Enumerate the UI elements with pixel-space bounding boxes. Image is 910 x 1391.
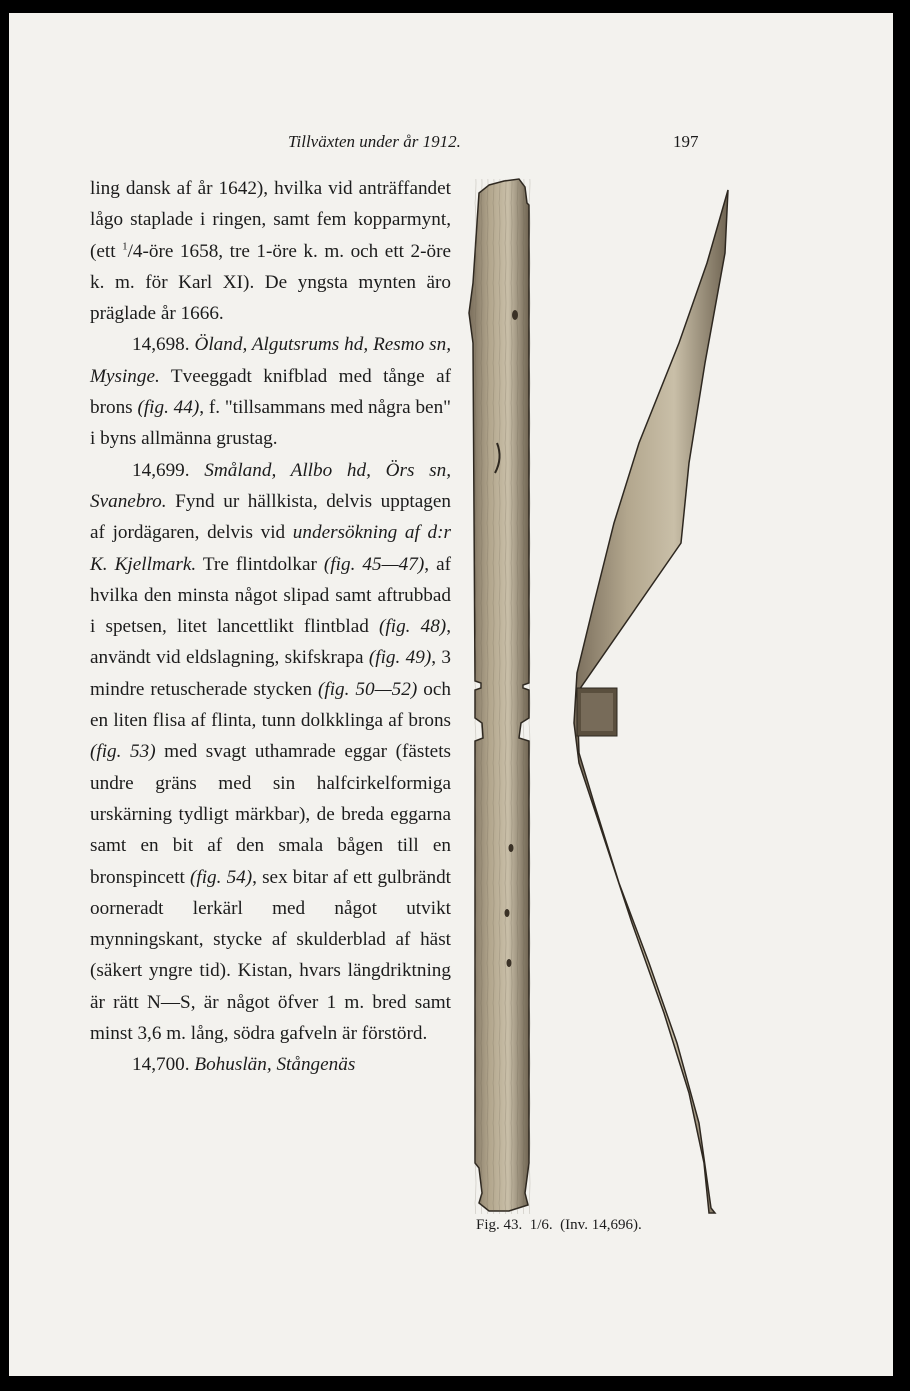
superscript: 1: [122, 240, 128, 253]
figure-reference: (fig. 49): [368, 647, 432, 669]
figure-reference: (fig. 50—52): [317, 678, 418, 700]
inventory-number: 14,699.: [132, 459, 205, 481]
page-header: [9, 132, 893, 156]
find-location: Bohuslän, Stångenäs: [194, 1054, 356, 1076]
inventory-number: 14,700.: [132, 1054, 195, 1076]
running-title: Tillväxten under år 1912.: [288, 132, 461, 151]
book-page: [9, 13, 893, 1376]
entry-14699: [90, 455, 451, 1050]
figure-reference: (fig. 54): [190, 866, 253, 888]
figure-reference: (fig. 48): [379, 616, 447, 638]
text-run: /4-öre 1658, tre 1-öre k. m. och ett 2-öre k. m. för Karl XI). De yngsta mynten äro präglade år 1666.: [90, 240, 451, 325]
text-run: Fynd ur hällkista, delvis upptagen af jordägaren, delvis vid: [90, 490, 451, 544]
page-number: 197: [673, 132, 699, 151]
paragraph-continuation: [90, 173, 451, 329]
text-run: ling dansk af år 1642), hvilka vid anträffandet lågo staplade i ringen, samt fem kopparmynt, (ett: [90, 178, 451, 262]
text-run: med svagt uthamrade eggar (fästets undre gräns med sin halfcirkelformiga urskärning tydligt märkbar), de breda eggarna samt en bit af den smala bågen till en bronspincett: [90, 741, 451, 888]
figure-reference: (fig. 45—47): [323, 553, 425, 575]
text-run: , af hvilka den minsta något slipad samt aftrubbad i spetsen, litet lancettlikt flintblad: [90, 553, 451, 638]
text-run: , f. "tillsammans med några ben" i byns allmänna grustag.: [90, 397, 451, 450]
inventory-number: 14,698.: [132, 334, 195, 356]
figure-caption: Fig. 43. 1/6. (Inv. 14,696).: [476, 1217, 642, 1233]
text-run: Tveeggadt knifblad med tånge af brons: [90, 365, 451, 419]
excavation-credit: undersökning af d:r K. Kjellmark.: [90, 522, 451, 575]
figure-43: [449, 163, 889, 1263]
find-location: Småland, Allbo hd, Örs sn, Svanebro.: [90, 459, 452, 512]
bow-stave-front-view: [469, 179, 531, 1214]
entry-14700: [90, 1049, 451, 1080]
text-run: , användt vid eldslagning, skifskrapa: [90, 616, 451, 669]
find-location: Öland, Algutsrums hd, Resmo sn, Mysinge.: [90, 334, 451, 387]
text-run: och en liten flisa af flinta, tunn dolkklinga af brons: [90, 678, 451, 732]
text-run: , sex bitar af ett gulbrändt oorneradt lerkärl med något utvikt mynningskant, stycke af skulderblad af häst (säkert yngre tid). Kistan, hvars längdriktning är rätt N—S, är något öfver 1 m. bred samt minst 3,6 m. lång, södra gafveln är förstörd.: [90, 866, 451, 1045]
figure-reference: (fig. 53): [90, 741, 156, 763]
entry-14698: [90, 329, 451, 454]
bow-side-view: [574, 190, 728, 1213]
text-run: , 3 mindre retuscherade stycken: [90, 647, 451, 700]
figure-reference: (fig. 44): [137, 397, 200, 419]
text-run: Tre flintdolkar: [196, 553, 324, 575]
body-text: [90, 173, 451, 1081]
bow-illustration: [449, 163, 889, 1263]
